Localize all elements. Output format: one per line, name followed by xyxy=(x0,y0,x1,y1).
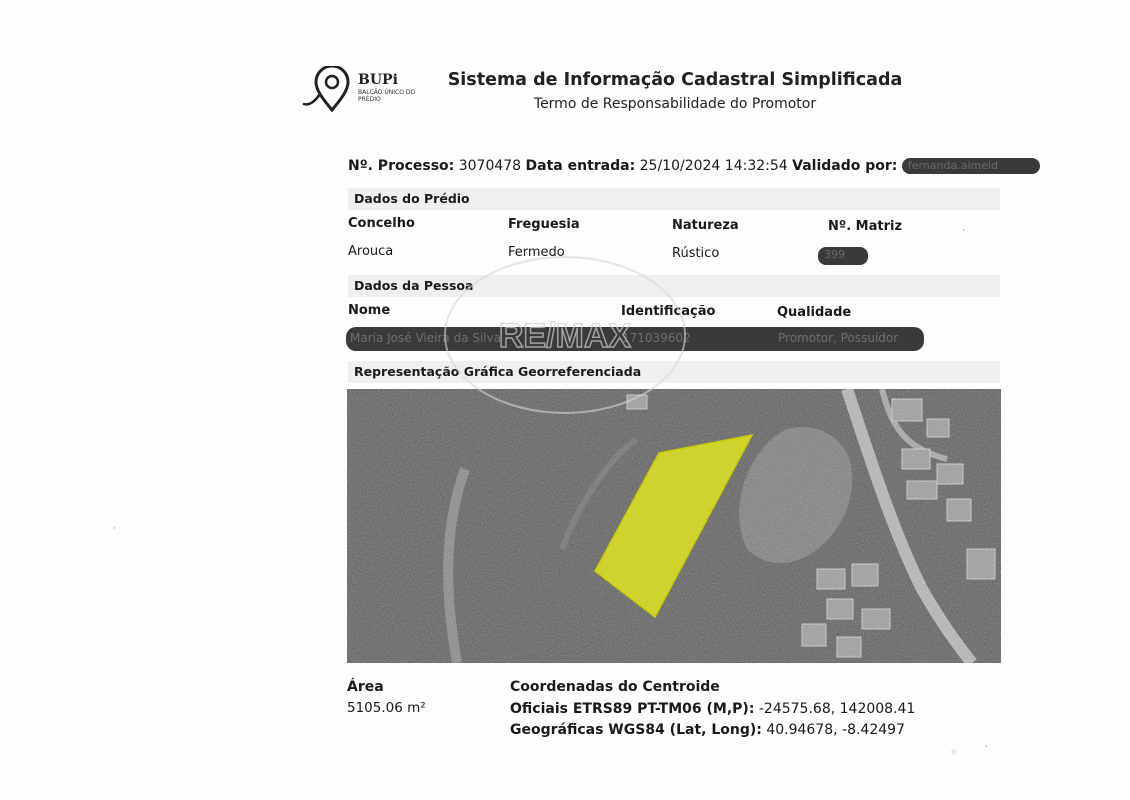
bupi-logo xyxy=(300,66,420,114)
document-subtitle: Termo de Responsabilidade do Promotor xyxy=(533,96,817,112)
validated-by-redacted: fernanda.almeid xyxy=(902,158,1040,174)
freguesia-label: Freguesia xyxy=(508,217,580,232)
scan-speck: · xyxy=(962,226,965,236)
logo-subtext: BALCÃO ÚNICO DO PRÉDIO xyxy=(358,89,416,103)
entry-date-value: 25/10/2024 14:32:54 xyxy=(639,158,788,174)
freguesia-value: Fermedo xyxy=(508,245,565,260)
validated-by-label: Validado por: xyxy=(792,158,898,174)
aerial-map xyxy=(347,389,1001,663)
concelho-label: Concelho xyxy=(348,216,415,231)
section-dados-pessoa: Dados da Pessoa xyxy=(348,275,1000,297)
area-value: 5105.06 m² xyxy=(347,700,426,716)
oficiais-label: Oficiais ETRS89 PT-TM06 (M,P): xyxy=(510,701,755,717)
centroid-oficiais xyxy=(510,701,915,717)
identificacao-value: 171039602 xyxy=(622,331,691,345)
natureza-label: Natureza xyxy=(672,218,739,233)
geo-value: 40.94678, -8.42497 xyxy=(766,722,905,738)
person-row-redacted xyxy=(346,327,924,351)
matriz-label: Nº. Matriz xyxy=(828,219,903,234)
geo-label: Geográficas WGS84 (Lat, Long): xyxy=(510,722,762,738)
concelho-value: Arouca xyxy=(348,244,394,259)
nome-label: Nome xyxy=(348,303,391,318)
logo-text: BUPi xyxy=(358,72,398,88)
section-representacao-grafica: Representação Gráfica Georreferenciada xyxy=(348,361,1000,383)
qualidade-value: Promotor, Possuidor xyxy=(778,331,899,345)
scan-speck: ⁘ xyxy=(950,748,958,758)
nome-value: Maria José Vieira da Silva xyxy=(350,331,502,345)
identificacao-label: Identificação xyxy=(621,304,716,319)
section-dados-predio: Dados do Prédio xyxy=(348,188,1000,210)
process-line xyxy=(348,158,1040,174)
watermark-text: RE/MAX xyxy=(498,317,632,355)
scan-speck: · xyxy=(113,524,116,534)
entry-date-label: Data entrada: xyxy=(525,158,636,174)
oficiais-value: -24575.68, 142008.41 xyxy=(758,701,916,717)
area-label: Área xyxy=(347,679,384,695)
map-pin-icon xyxy=(300,66,356,114)
qualidade-label: Qualidade xyxy=(777,305,852,320)
centroid-title: Coordenadas do Centroide xyxy=(510,679,720,695)
matriz-value-redacted: 399 xyxy=(818,247,868,265)
process-number-value: 3070478 xyxy=(458,158,522,174)
document-title: Sistema de Informação Cadastral Simplificada xyxy=(447,70,903,90)
scan-speck: · xyxy=(985,742,988,752)
centroid-geograficas xyxy=(510,722,905,738)
process-number-label: Nº. Processo: xyxy=(348,158,455,174)
natureza-value: Rústico xyxy=(672,246,720,261)
